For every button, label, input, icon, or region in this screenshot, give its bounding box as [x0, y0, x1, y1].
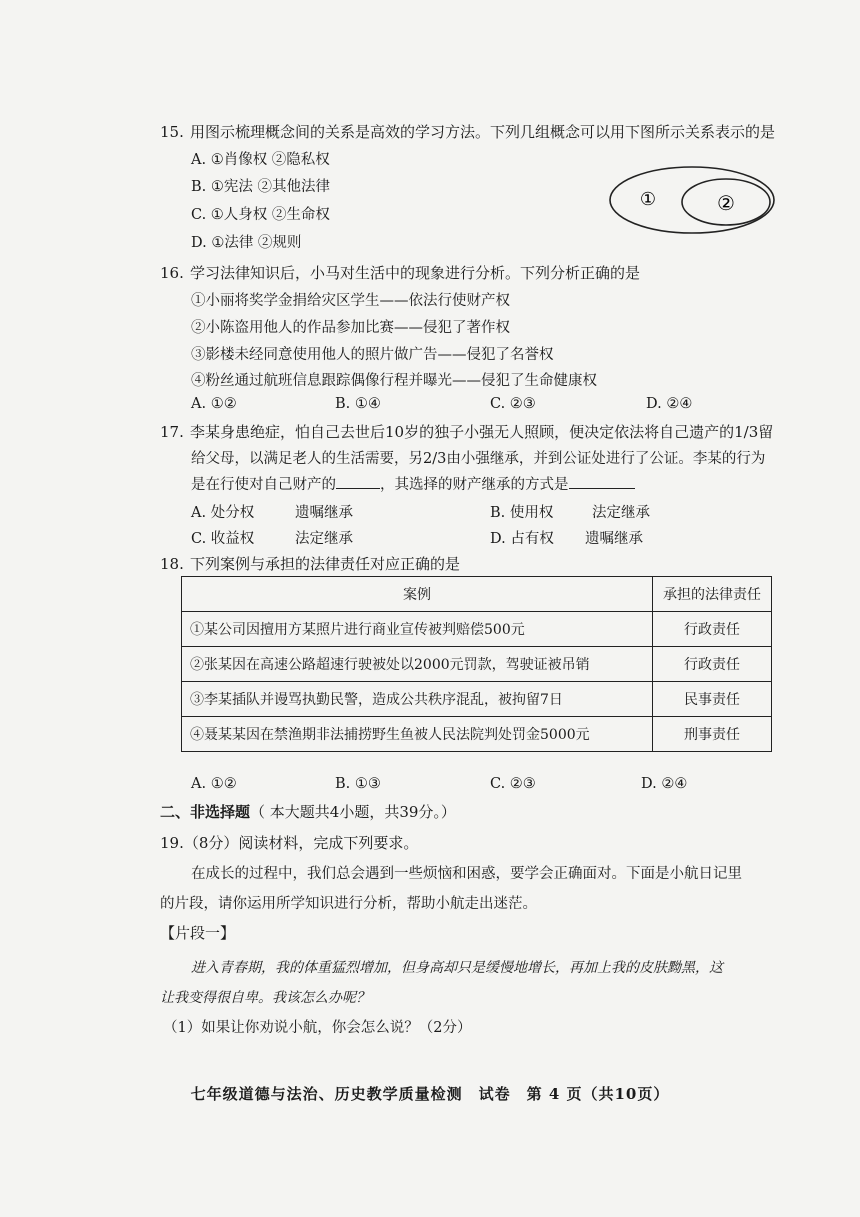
q16-option-d: D. ②④: [646, 396, 693, 412]
case-table: [181, 576, 772, 752]
q17-option-b: B. 使用权 法定继承: [490, 505, 650, 521]
responsibility-cell: 行政责任: [653, 612, 772, 647]
q16-stem: 16. 学习法律知识后，小马对生活中的现象进行分析。下列分析正确的是: [160, 264, 641, 282]
q15-option-d: D. ①法律 ②规则: [191, 235, 302, 251]
table-header-row: [182, 577, 772, 612]
outer-label: ①: [639, 189, 657, 210]
responsibility-cell: 民事责任: [653, 682, 772, 717]
q18-option-d: D. ②④: [641, 776, 688, 792]
case-cell: ②张某因在高速公路超速行驶被处以2000元罚款，驾驶证被吊销: [182, 647, 653, 682]
fragment-line-2: 让我变得很自卑。我该怎么办呢？: [160, 990, 370, 1006]
header-case: 案例: [182, 577, 653, 612]
q18-option-a: A. ①②: [191, 776, 237, 792]
q18-stem: 18. 下列案例与承担的法律责任对应正确的是: [160, 555, 461, 573]
case-cell: ④聂某某因在禁渔期非法捕捞野生鱼被人民法院判处罚金5000元: [182, 717, 653, 752]
q15-stem: 15. 用图示梳理概念间的关系是高效的学习方法。下列几组概念可以用下图所示关系表示的是: [160, 123, 776, 141]
q15-option-c: C. ①人身权 ②生命权: [191, 207, 330, 223]
q15-option-b: B. ①宪法 ②其他法律: [191, 179, 330, 195]
section-heading: 二、非选择题（ 本大题共4小题，共39分。）: [160, 803, 456, 821]
q19-head: 19.（8分）阅读材料，完成下列要求。: [160, 834, 419, 852]
outer-ellipse: [610, 167, 774, 233]
q16-item-1: ①小丽将奖学金捐给灾区学生——依法行使财产权: [191, 293, 510, 309]
q17-blank-2: [569, 476, 635, 489]
q16-option-a: A. ①②: [191, 396, 237, 412]
concept-diagram: [604, 162, 784, 242]
table-row: [182, 717, 772, 752]
inner-label: ②: [717, 191, 735, 215]
fragment-line-1: 进入青春期，我的体重猛烈增加，但身高却只是缓慢地增长，再加上我的皮肤黝黑，这: [191, 960, 723, 976]
page-footer: 七年级道德与法治、历史教学质量检测 试卷 第 4 页（共10页）: [190, 1085, 670, 1103]
case-cell: ①某公司因擅用方某照片进行商业宣传被判赔偿500元: [182, 612, 653, 647]
q17-blank-1: [336, 476, 380, 489]
table-row: [182, 612, 772, 647]
q19-para-line-2: 的片段，请你运用所学知识进行分析，帮助小航走出迷茫。: [160, 896, 537, 912]
q16-item-3: ③影楼未经同意使用他人的照片做广告——侵犯了名誉权: [191, 347, 554, 363]
q16-item-2: ②小陈盗用他人的作品参加比赛——侵犯了著作权: [191, 320, 510, 336]
responsibility-cell: 行政责任: [653, 647, 772, 682]
fragment-title: 【片段一】: [160, 924, 236, 942]
q16-item-4: ④粉丝通过航班信息跟踪偶像行程并曝光——侵犯了生命健康权: [191, 373, 597, 389]
table-row: [182, 647, 772, 682]
responsibility-cell: 刑事责任: [653, 717, 772, 752]
table-row: [182, 682, 772, 717]
q18-option-c: C. ②③: [490, 776, 536, 792]
q16-option-c: C. ②③: [490, 396, 536, 412]
q19-sub-question-1: （1）如果让你劝说小航，你会怎么说？（2分）: [163, 1020, 472, 1036]
q17-line-1: 17. 李某身患绝症，怕自己去世后10岁的独子小强无人照顾，便决定依法将自己遗产的1/3留: [160, 423, 774, 441]
q17-line-3: 是在行使对自己财产的 ，其选择的财产继承的方式是: [191, 473, 635, 494]
case-cell: ③李某插队并谩骂执勤民警，造成公共秩序混乱，被拘留7日: [182, 682, 653, 717]
q16-option-b: B. ①④: [335, 396, 381, 412]
header-responsibility: 承担的法律责任: [653, 577, 772, 612]
q17-option-c: C. 收益权 法定继承: [191, 531, 353, 547]
q18-option-b: B. ①③: [335, 776, 381, 792]
q19-para-line-1: 在成长的过程中，我们总会遇到一些烦恼和困惑，要学会正确面对。下面是小航日记里: [191, 866, 742, 882]
q17-option-a: A. 处分权 遗嘱继承: [191, 505, 353, 521]
q15-option-a: A. ①肖像权 ②隐私权: [191, 152, 330, 168]
q17-option-d: D. 占有权 遗嘱继承: [490, 531, 643, 547]
q17-line-2: 给父母，以满足老人的生活需要，另2/3由小强继承，并到公证处进行了公证。李某的行为: [191, 451, 766, 467]
